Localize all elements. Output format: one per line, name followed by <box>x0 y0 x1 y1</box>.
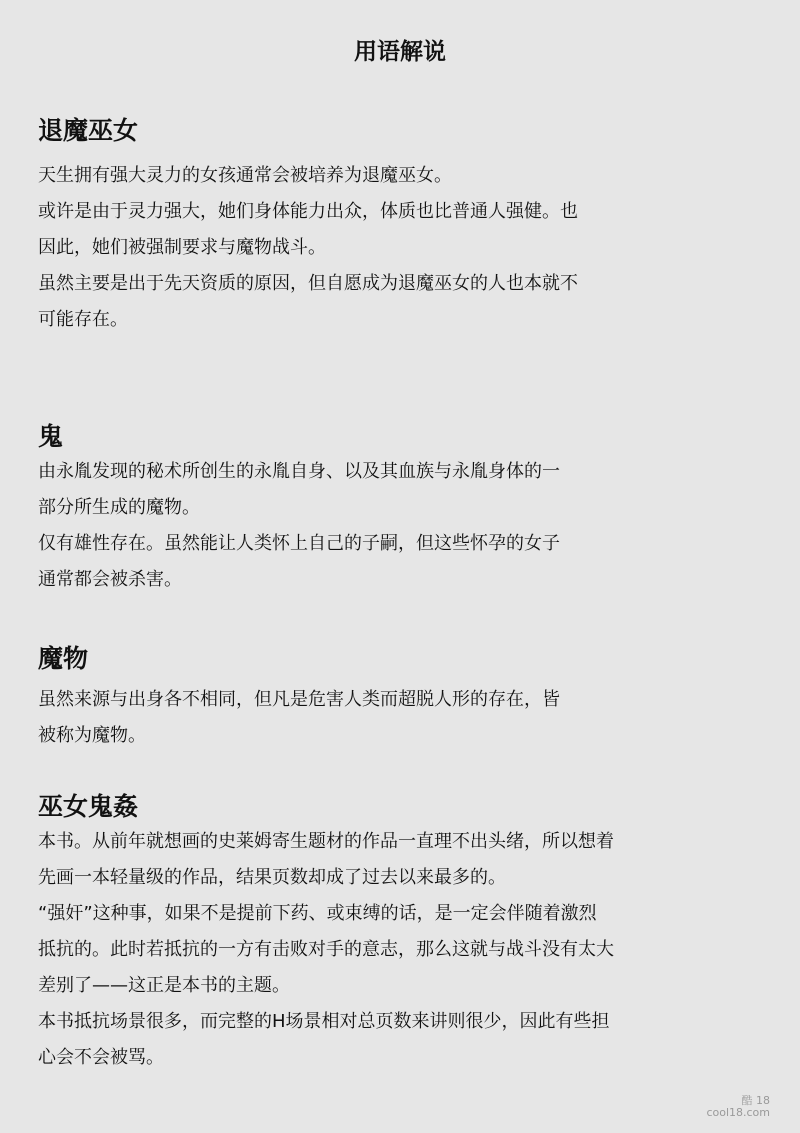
term-description <box>38 682 738 754</box>
watermark <box>706 1095 770 1119</box>
description-line: 或许是由于灵力强大，她们身体能力出众，体质也比普通人强健。也 <box>38 201 578 222</box>
description-line: 本书抵抗场景很多，而完整的H场景相对总页数来讲则很少，因此有些担 <box>38 1011 610 1032</box>
description-line: 部分所生成的魔物。 <box>38 497 200 518</box>
description-line: 由永胤发现的秘术所创生的永胤自身、以及其血族与永胤身体的一 <box>38 461 560 482</box>
description-line: 本书。从前年就想画的史莱姆寄生题材的作品一直理不出头绪，所以想着 <box>38 831 614 852</box>
description-line: 抵抗的。此时若抵抗的一方有击败对手的意志，那么这就与战斗没有太大 <box>38 939 614 960</box>
description-line: 先画一本轻量级的作品，结果页数却成了过去以来最多的。 <box>38 867 506 888</box>
term-section-mamono <box>38 642 738 754</box>
term-section-book <box>38 790 738 1076</box>
description-line: 被称为魔物。 <box>38 725 146 746</box>
term-section-taima-miko <box>38 114 738 338</box>
description-line: 虽然来源与出身各不相同，但凡是危害人类而超脱人形的存在，皆 <box>38 689 560 710</box>
page-title: 用语解说 <box>354 39 446 65</box>
term-description <box>38 824 738 1076</box>
term-heading: 退魔巫女 <box>38 116 139 145</box>
term-description <box>38 158 738 338</box>
description-line: 虽然主要是出于先天资质的原因，但自愿成为退魔巫女的人也本就不 <box>38 273 578 294</box>
term-section-oni <box>38 420 738 598</box>
description-line: 仅有雄性存在。虽然能让人类怀上自己的子嗣，但这些怀孕的女子 <box>38 533 560 554</box>
watermark-url: cool18.com <box>706 1106 770 1119</box>
description-line: 天生拥有强大灵力的女孩通常会被培养为退魔巫女。 <box>38 165 452 186</box>
term-heading: 魔物 <box>38 644 89 673</box>
description-line: 因此，她们被强制要求与魔物战斗。 <box>38 237 326 258</box>
description-line: 可能存在。 <box>38 309 128 330</box>
term-description <box>38 454 738 598</box>
term-heading: 鬼 <box>38 422 64 451</box>
description-line: 通常都会被杀害。 <box>38 569 182 590</box>
description-line: 差别了——这正是本书的主题。 <box>38 975 290 996</box>
watermark-logo-text: 酷 18 <box>741 1094 770 1107</box>
description-line: 心会不会被骂。 <box>38 1047 164 1068</box>
term-heading: 巫女鬼姦 <box>38 792 139 821</box>
description-line: “强奸”这种事，如果不是提前下药、或束缚的话，是一定会伴随着激烈 <box>38 903 597 924</box>
